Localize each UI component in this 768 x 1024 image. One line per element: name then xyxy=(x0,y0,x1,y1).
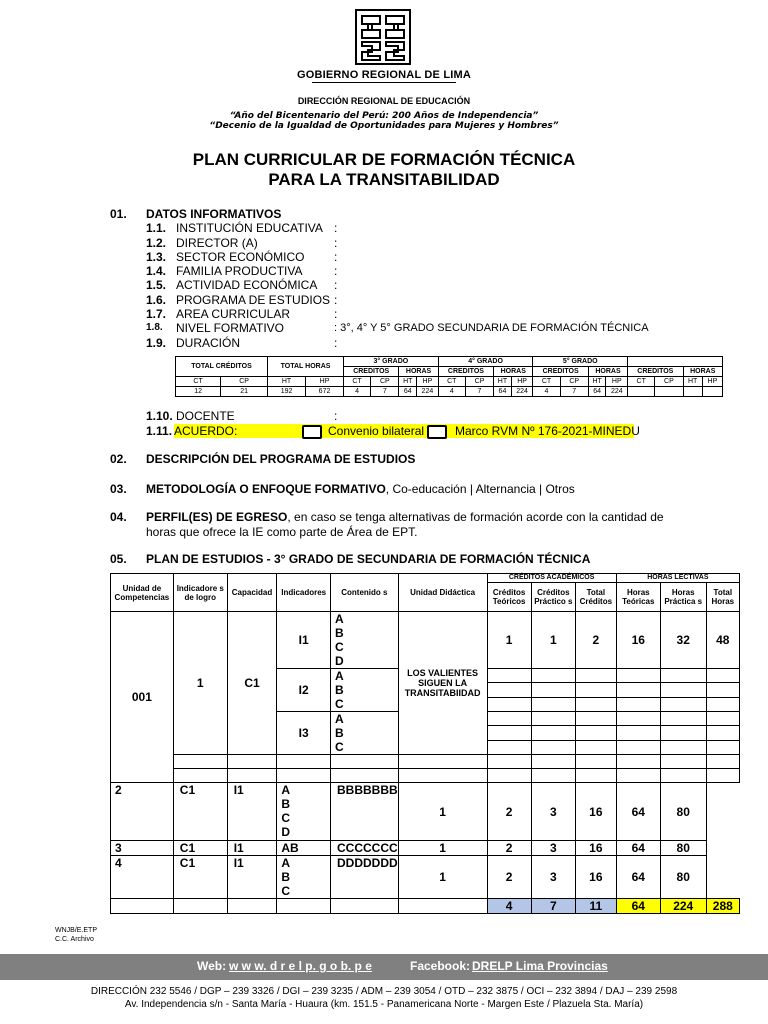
header-capacidad: Capacidad xyxy=(227,574,277,612)
num-cell: 1 xyxy=(398,841,487,856)
header-creditos: CREDITOS xyxy=(628,367,683,377)
num-cell: 80 xyxy=(660,856,706,899)
num-cell: 1 xyxy=(398,783,487,841)
regional-logo-icon xyxy=(354,8,412,66)
contenidos-list: A B C xyxy=(277,856,331,899)
num-cell: 2 xyxy=(487,783,531,841)
footer-bar xyxy=(0,954,768,980)
summary-value xyxy=(702,387,722,397)
directorate: DIRECCIÓN REGIONAL DE EDUCACIÓN xyxy=(297,96,471,106)
sub-header-ct: CT xyxy=(533,377,560,387)
num-cell: 1 xyxy=(398,856,487,899)
indicador: I1 xyxy=(227,783,277,841)
header-grade: 3° GRADO xyxy=(344,357,439,367)
ref-line-1: WNJB/E.ETP xyxy=(55,927,98,934)
page-title: PLAN CURRICULAR DE FORMACIÓN TÉCNICA xyxy=(192,150,576,169)
summary-value: 192 xyxy=(268,387,306,397)
sub-header-ht: HT xyxy=(494,377,512,387)
header-creditos-academicos: CRÉDITOS ACADÉMICOS xyxy=(487,574,616,583)
total-cell: 224 xyxy=(660,899,706,914)
item-label: INSTITUCIÓN EDUCATIVA xyxy=(176,221,323,235)
motto-2: “Decenio de la Igualdad de Oportunidades para Mujeres y Hombres” xyxy=(209,121,559,131)
total-cell: 7 xyxy=(531,899,575,914)
marco-checkbox[interactable] xyxy=(427,425,447,439)
item-value: : xyxy=(334,236,338,250)
header-total-creditos: TOTAL CRÉDITOS xyxy=(176,357,268,377)
facebook-label: Facebook: xyxy=(410,959,471,973)
summary-value: 7 xyxy=(560,387,588,397)
sub-header-cp: CP xyxy=(465,377,493,387)
summary-value: 21 xyxy=(221,387,268,397)
num-cell: 3 xyxy=(531,783,575,841)
capacidad: C1 xyxy=(173,856,227,899)
summary-value xyxy=(655,387,683,397)
item-number: 1.10. xyxy=(146,409,173,423)
footer-contacts: DIRECCIÓN 232 5546 / DGP – 239 3326 / DGI – 239 3235 / ADM – 239 3054 / OTD – 232 3875 / OCI – 232 3894 / DAJ – 239 2598 xyxy=(90,986,678,997)
contenidos-list: A B C D xyxy=(277,783,331,841)
header-total-horas: Total Horas xyxy=(706,583,739,612)
header-unidad-didactica: Unidad Didáctica xyxy=(398,574,487,612)
sub-header-cp: CP xyxy=(655,377,683,387)
item-label: ACTIVIDAD ECONÓMICA xyxy=(176,278,318,292)
num-cell: 1 xyxy=(487,612,531,669)
summary-value xyxy=(683,387,702,397)
num-cell: 16 xyxy=(575,856,616,899)
section-heading: PLAN DE ESTUDIOS - 3° GRADO DE SECUNDARIA DE FORMACIÓN TÉCNICA xyxy=(146,552,591,566)
total-cell: 4 xyxy=(487,899,531,914)
item-value: : xyxy=(334,293,338,307)
num-cell: 16 xyxy=(575,841,616,856)
header-indicadores: Indicadores xyxy=(277,574,331,612)
num-cell: 16 xyxy=(616,612,660,669)
item-number: 1.9. xyxy=(146,336,167,350)
num-cell: 80 xyxy=(660,783,706,841)
docente-label: DOCENTE xyxy=(176,409,235,423)
study-plan-table xyxy=(110,573,740,914)
section-number: 05. xyxy=(110,552,127,566)
num-cell: 3 xyxy=(531,856,575,899)
section-number: 04. xyxy=(110,510,127,524)
summary-value: 224 xyxy=(606,387,628,397)
sub-header-hp: HP xyxy=(417,377,439,387)
page-subtitle: PARA LA TRANSITABILIDAD xyxy=(268,170,500,189)
summary-value: 12 xyxy=(176,387,221,397)
summary-value: 224 xyxy=(511,387,533,397)
org-name: GOBIERNO REGIONAL DE LIMA xyxy=(296,69,472,81)
num-cell: 32 xyxy=(660,612,706,669)
sub-header-hp: HP xyxy=(702,377,722,387)
num-cell: 2 xyxy=(487,841,531,856)
summary-value: 224 xyxy=(417,387,439,397)
section-heading: METODOLOGÍA O ENFOQUE FORMATIVO xyxy=(146,482,386,496)
sub-header-hp: HP xyxy=(511,377,533,387)
item-label: PROGRAMA DE ESTUDIOS xyxy=(176,293,331,307)
sub-header-hp: HP xyxy=(306,377,344,387)
section-text: , Co-educación | Alternancia | Otros xyxy=(385,482,575,496)
sub-header-ct: CT xyxy=(438,377,465,387)
num-cell: 48 xyxy=(706,612,739,669)
summary-value: 4 xyxy=(533,387,560,397)
item-label: FAMILIA PRODUCTIVA xyxy=(176,264,303,278)
header-horas-teoricas: Horas Teóricas xyxy=(616,583,660,612)
summary-value: 64 xyxy=(588,387,606,397)
indicador: I1 xyxy=(227,841,277,856)
section-number: 01. xyxy=(110,207,127,221)
section-number: 03. xyxy=(110,482,127,496)
num-cell: 3 xyxy=(531,841,575,856)
header-creditos: CREDITOS xyxy=(533,367,588,377)
capacidad: C1 xyxy=(173,783,227,841)
capacidad: C1 xyxy=(227,612,277,755)
total-cell: 11 xyxy=(575,899,616,914)
contenidos-list: A B C xyxy=(331,712,399,755)
contenidos-list: A B C D xyxy=(331,612,399,669)
sub-header-hp: HP xyxy=(606,377,628,387)
convenio-label: Convenio bilateral xyxy=(328,424,425,438)
indicador: I3 xyxy=(277,712,331,755)
num-cell: 1 xyxy=(531,612,575,669)
summary-value: 7 xyxy=(371,387,399,397)
indicador: I2 xyxy=(277,669,331,712)
item-number: 1.1. xyxy=(146,221,167,235)
indicador: I1 xyxy=(277,612,331,669)
logro-number: 3 xyxy=(111,841,174,856)
item-value: : xyxy=(334,278,338,292)
total-cell: 64 xyxy=(616,899,660,914)
sub-header-ht: HT xyxy=(683,377,702,387)
item-number: 1.11. xyxy=(146,424,173,438)
section-heading: DATOS INFORMATIVOS xyxy=(146,207,282,221)
contenidos: AB xyxy=(277,841,331,856)
web-label: Web: xyxy=(197,959,227,973)
unit-code: 001 xyxy=(111,612,174,783)
header-grade: 4° GRADO xyxy=(438,357,533,367)
summary-value: 4 xyxy=(344,387,371,397)
convenio-checkbox[interactable] xyxy=(302,425,322,439)
indicador: I1 xyxy=(227,856,277,899)
item-label: AREA CURRICULAR xyxy=(176,307,291,321)
header-horas-practicas: Horas Práctica s xyxy=(660,583,706,612)
credits-summary-table xyxy=(175,356,723,397)
item-number: 1.4. xyxy=(146,264,167,278)
header-indicadores-logro: Indicadore s de logro xyxy=(173,574,227,612)
sub-header-ht: HT xyxy=(399,377,417,387)
section-number: 02. xyxy=(110,452,127,466)
item-number: 1.5. xyxy=(146,278,167,292)
ref-line-2: C.C. Archivo xyxy=(55,936,94,943)
summary-value: 672 xyxy=(306,387,344,397)
summary-value: 64 xyxy=(399,387,417,397)
header-horas: HORAS xyxy=(399,367,438,377)
item-value: : xyxy=(334,221,338,235)
sub-header-ct: CT xyxy=(628,377,655,387)
num-cell: 16 xyxy=(575,783,616,841)
summary-value xyxy=(628,387,655,397)
header-creditos: CREDITOS xyxy=(438,367,493,377)
item-number: 1.7. xyxy=(146,307,167,321)
sub-header-cp: CP xyxy=(560,377,588,387)
sub-header-cp: CP xyxy=(371,377,399,387)
header-grade: 5° GRADO xyxy=(533,357,628,367)
contenidos-list: A B C xyxy=(331,669,399,712)
web-link[interactable]: w w w. d r e l p. g o b. p e xyxy=(229,959,372,973)
num-cell: 64 xyxy=(616,856,660,899)
num-cell: 2 xyxy=(487,856,531,899)
item-number: 1.2. xyxy=(146,236,167,250)
unidad-didactica: DDDDDDD xyxy=(331,856,399,899)
section-heading: PERFIL(ES) DE EGRESO xyxy=(146,510,288,524)
summary-value: 64 xyxy=(494,387,512,397)
sub-header-ht: HT xyxy=(268,377,306,387)
item-number: 1.6. xyxy=(146,293,167,307)
item-value: : xyxy=(334,264,338,278)
item-value: : xyxy=(334,307,338,321)
item-number: 1.3. xyxy=(146,250,167,264)
num-cell: 2 xyxy=(575,612,616,669)
motto-1: “Año del Bicentenario del Perú: 200 Años de Independencia” xyxy=(229,111,539,121)
item-label: DURACIÓN xyxy=(176,336,241,350)
item-label: SECTOR ECONÓMICO xyxy=(176,250,305,264)
header-creditos: CREDITOS xyxy=(344,367,399,377)
header-creditos-practicos: Créditos Práctico s xyxy=(531,583,575,612)
sub-header-cp: CP xyxy=(221,377,268,387)
logro-number: 2 xyxy=(111,783,174,841)
item-value: : xyxy=(334,250,338,264)
docente-value: : xyxy=(334,409,338,423)
acuerdo-label: ACUERDO: xyxy=(174,424,238,438)
sub-header-ct: CT xyxy=(344,377,371,387)
item-value: : 3°, 4° Y 5° GRADO SECUNDARIA DE FORMACIÓN TÉCNICA xyxy=(334,322,649,334)
item-number: 1.8. xyxy=(146,322,163,333)
unidad-didactica: LOS VALIENTES SIGUEN LA TRANSITABIIDAD xyxy=(398,612,487,755)
logro-number: 1 xyxy=(173,612,227,755)
header-contenidos: Contenido s xyxy=(331,574,399,612)
section-text: , en caso se tenga alternativas de formación acorde con la cantidad de xyxy=(287,510,664,524)
capacidad: C1 xyxy=(173,841,227,856)
header-total-horas: TOTAL HORAS xyxy=(268,357,344,377)
header-unidad: Unidad de Competencias xyxy=(111,574,174,612)
num-cell: 64 xyxy=(616,841,660,856)
header-total-creditos: Total Créditos xyxy=(575,583,616,612)
header-horas: HORAS xyxy=(683,367,722,377)
header-horas-lectivas: HORAS LECTIVAS xyxy=(616,574,739,583)
unidad-didactica: CCCCCCC xyxy=(331,841,399,856)
sub-header-ht: HT xyxy=(588,377,606,387)
summary-value: 4 xyxy=(438,387,465,397)
header-horas: HORAS xyxy=(494,367,533,377)
item-label: NIVEL FORMATIVO xyxy=(176,321,285,335)
header-creditos-teoricos: Créditos Teóricos xyxy=(487,583,531,612)
divider xyxy=(312,82,456,83)
unidad-didactica: BBBBBBB xyxy=(331,783,399,841)
sub-header-ct: CT xyxy=(176,377,221,387)
item-value: : xyxy=(334,336,338,350)
facebook-link[interactable]: DRELP Lima Provincias xyxy=(472,959,608,973)
logro-number: 4 xyxy=(111,856,174,899)
marco-label: Marco RVM Nº 176-2021-MINEDU xyxy=(455,424,640,438)
item-label: DIRECTOR (A) xyxy=(176,236,258,250)
footer-address: Av. Independencia s/n - Santa María - Huaura (km. 151.5 - Panamericana Norte - Margen Este / Plazuela Sta. María) xyxy=(124,999,644,1010)
summary-value: 7 xyxy=(465,387,493,397)
section-text-line2: horas que ofrece la IE como parte de Área de EPT. xyxy=(146,525,418,539)
section-heading: DESCRIPCIÓN DEL PROGRAMA DE ESTUDIOS xyxy=(146,452,416,466)
header-horas: HORAS xyxy=(588,367,627,377)
total-cell: 288 xyxy=(706,899,739,914)
header-grade-empty xyxy=(628,357,723,367)
num-cell: 64 xyxy=(616,783,660,841)
num-cell: 80 xyxy=(660,841,706,856)
